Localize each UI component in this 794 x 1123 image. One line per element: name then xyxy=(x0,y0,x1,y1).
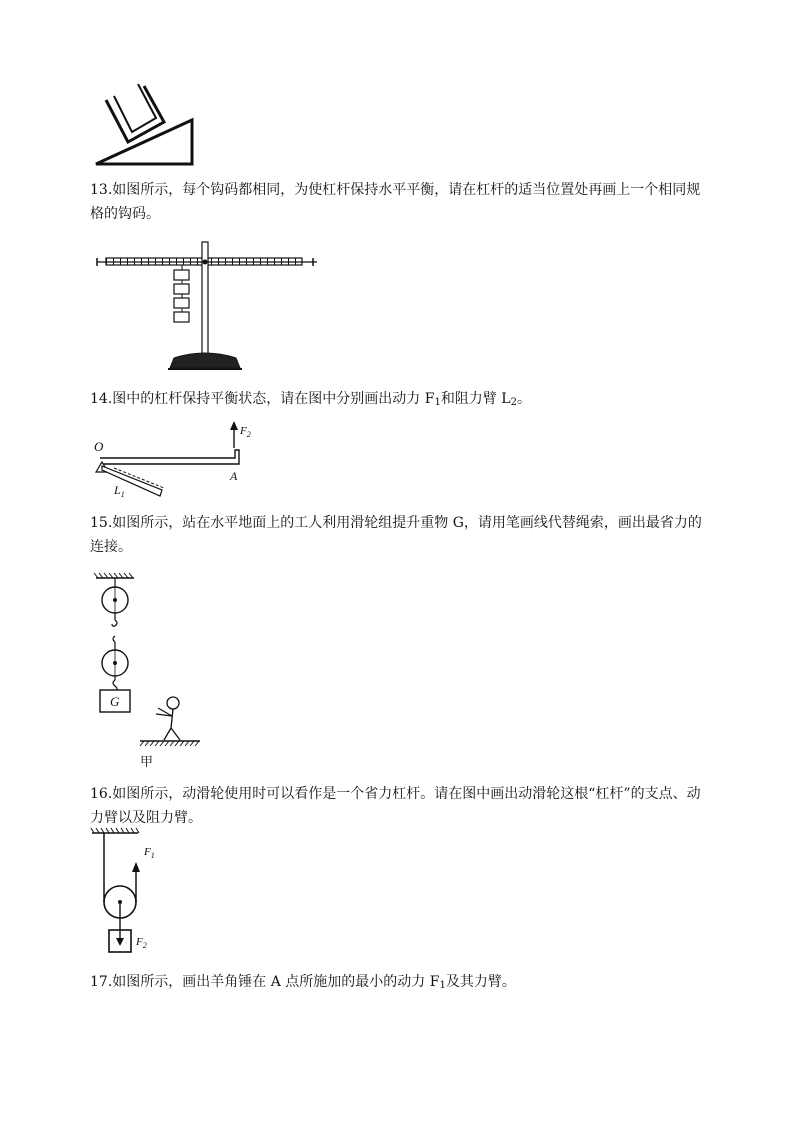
question-17-number: 17. xyxy=(90,974,113,990)
movable-pulley-figure xyxy=(90,826,170,956)
fig16-label-f1-letter: F xyxy=(144,846,151,858)
question-14-text-after: 。 xyxy=(516,391,531,407)
fig16-label-f1 xyxy=(143,846,155,860)
question-17-text-before: 如图所示，画出羊角锤在 A 点所施加的最小的动力 F xyxy=(112,974,440,990)
fig14-label-o: O xyxy=(94,439,104,454)
question-15-text: 如图所示，站在水平地面上的工人利用滑轮组提升重物 G，请用笔画线代替绳索，画出最省力的连接。 xyxy=(90,515,702,555)
question-14-sub-2: 2 xyxy=(510,397,517,408)
wedge-figure xyxy=(90,84,200,170)
question-13 xyxy=(90,178,705,226)
question-15 xyxy=(90,511,705,559)
fig14-label-l-letter: L xyxy=(114,483,121,497)
question-17-sub-1: 1 xyxy=(439,980,446,991)
question-14-text-before: 图中的杠杆保持平衡状态，请在图中分别画出动力 F xyxy=(112,391,435,407)
fig14-label-f-sub: 2 xyxy=(246,430,251,439)
question-16 xyxy=(90,782,705,830)
fig16-label-f2-letter: F xyxy=(136,936,143,948)
question-15-number: 15. xyxy=(90,515,113,531)
fig14-label-l-sub: 1 xyxy=(120,490,125,499)
bent-lever-figure xyxy=(90,420,260,500)
pulley-system-figure xyxy=(88,570,218,770)
lever-stand-figure xyxy=(92,236,332,372)
fig14-label-a: A xyxy=(230,469,238,483)
question-17-text-after: 及其力臂。 xyxy=(445,974,516,990)
fig14-label-f-letter: F xyxy=(240,425,247,437)
fig14-label-l xyxy=(113,483,125,499)
question-17 xyxy=(90,970,705,994)
question-14-number: 14. xyxy=(90,391,113,407)
fig16-label-f1-sub: 1 xyxy=(150,851,155,860)
question-13-text: 如图所示，每个钩码都相同，为使杠杆保持水平平衡，请在杠杆的适当位置处再画上一个相同规格的钩码。 xyxy=(90,182,701,222)
question-16-number: 16. xyxy=(90,786,113,802)
question-13-number: 13. xyxy=(90,182,113,198)
fig15-label-g: G xyxy=(110,694,120,709)
fig15-label-jia: 甲 xyxy=(140,755,154,770)
question-16-text: 如图所示，动滑轮使用时可以看作是一个省力杠杆。请在图中画出动滑轮这根“杠杆”的支点、动力臂以及阻力臂。 xyxy=(90,786,701,826)
fig16-label-f2-sub: 2 xyxy=(142,941,147,950)
question-14-sub-1: 1 xyxy=(434,397,441,408)
fig16-label-f2 xyxy=(135,936,147,950)
question-14 xyxy=(90,387,705,411)
fig14-label-f xyxy=(239,425,251,439)
question-14-text-middle: 和阻力臂 L xyxy=(440,391,511,407)
